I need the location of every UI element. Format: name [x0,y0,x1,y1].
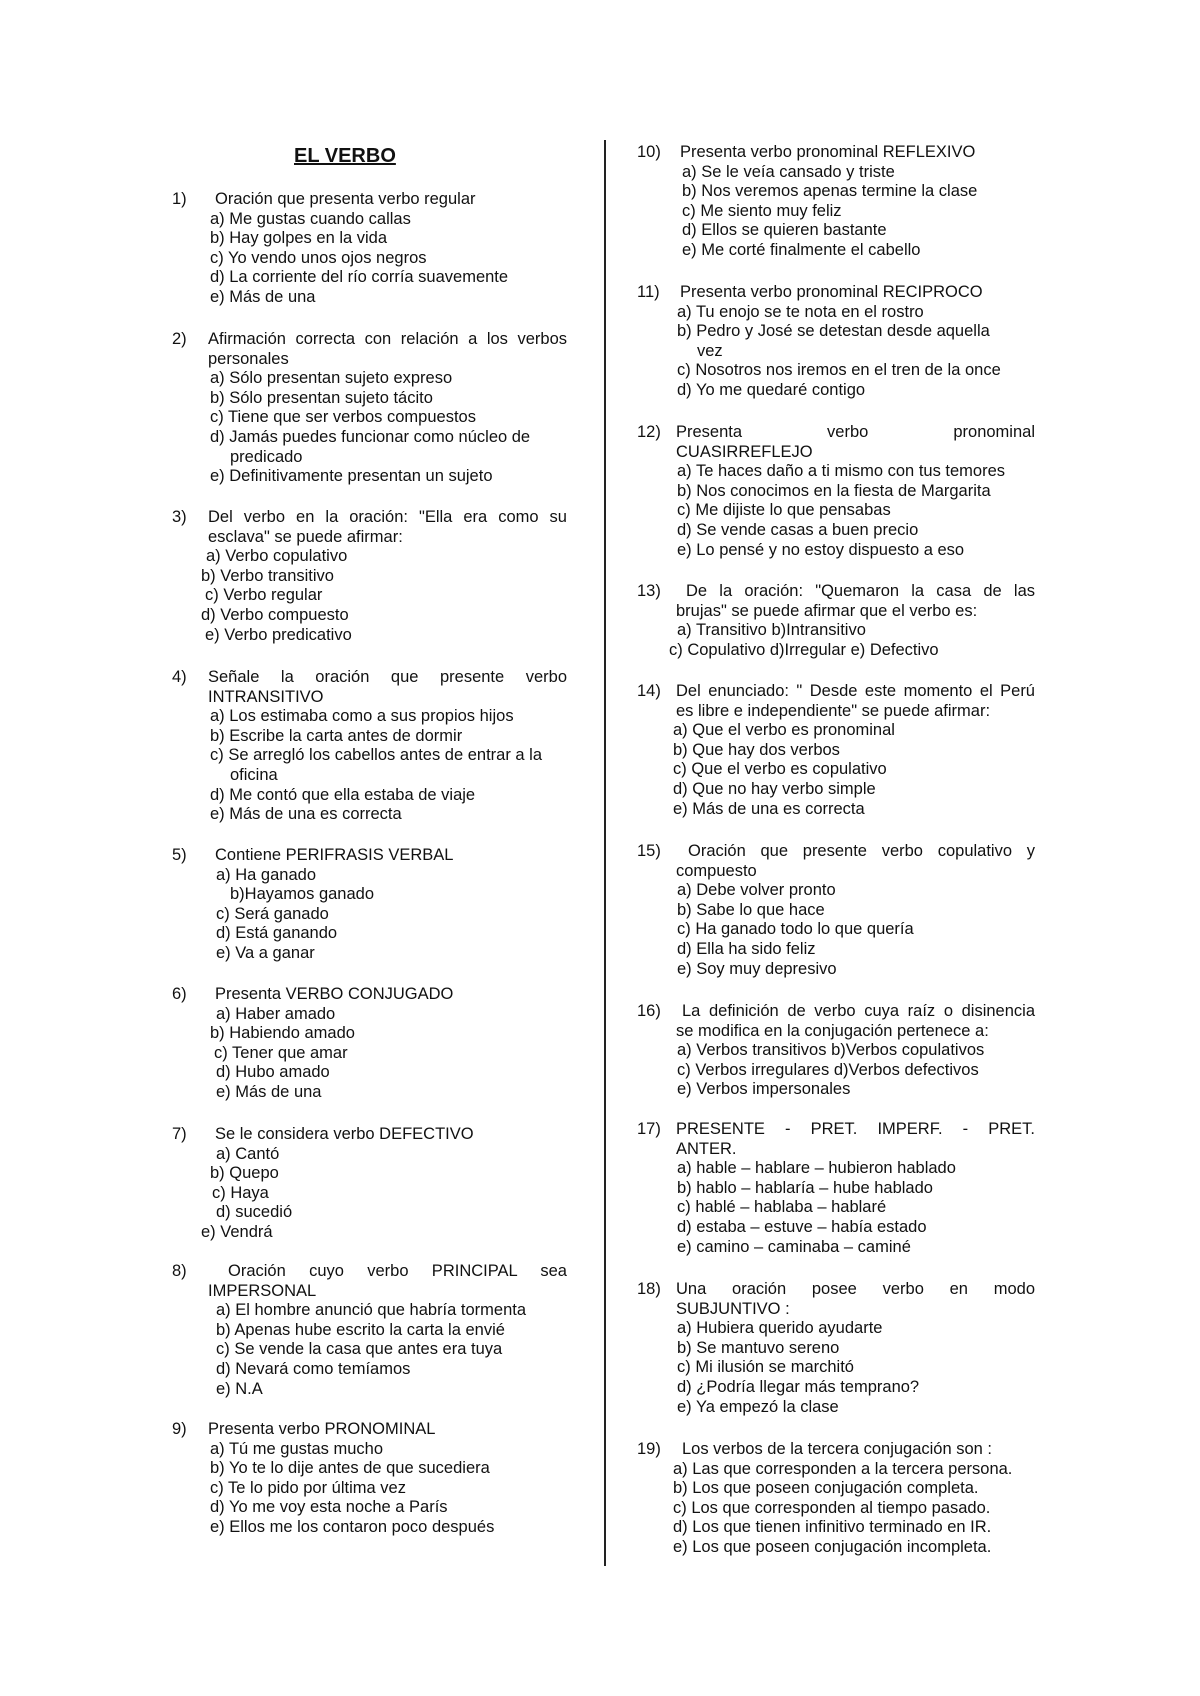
question-stem: Los verbos de la tercera conjugación son : [682,1440,993,1458]
answer-option: c) Me siento muy feliz [682,201,842,220]
question-stem: SUBJUNTIVO : [676,1299,790,1318]
answer-option: vez [697,341,723,360]
answer-option: c) Que el verbo es copulativo [673,760,887,779]
question-stem: personales [208,349,289,368]
answer-option: d) Está ganando [216,924,338,943]
answer-option: d) Se vende casas a buen precio [677,521,919,539]
answer-option: d) Los que tienen infinitivo terminado en IR. [673,1518,992,1537]
answer-option: c) Copulativo d)Irregular e) Defectivo [669,640,939,659]
question-stem: Presenta verbo pronominal REFLEXIVO [680,143,976,161]
answer-option: a) Tú me gustas mucho [210,1439,384,1458]
question-stem: La definición de verbo cuya raíz o disinencia [682,1002,1035,1020]
answer-option: b) Escribe la carta antes de dormir [210,726,463,745]
question-number: 15) [637,842,661,860]
answer-option: e) Soy muy depresivo [677,959,837,978]
question-stem: Del verbo en la oración: "Ella era como su [208,508,567,526]
question-stem: Presenta verbo pronominal RECIPROCO [680,283,983,301]
answer-option: b) hablo – hablaría – hube hablado [677,1178,933,1197]
answer-option: e) Va a ganar [216,944,315,962]
answer-option: e) Verbos impersonales [677,1080,851,1099]
answer-option: d) Yo me voy esta noche a París [210,1498,448,1517]
question-stem: Presenta verbo PRONOMINAL [208,1420,436,1438]
answer-option: a) El hombre anunció que habría tormenta [216,1301,527,1320]
question-stem: CUASIRREFLEJO [676,442,813,461]
answer-option: c) Se vende la casa que antes era tuya [216,1340,503,1359]
question-stem: ANTER. [676,1139,737,1158]
question-stem: brujas" se puede afirmar que el verbo es: [676,601,978,620]
answer-option: b) Se mantuvo sereno [677,1338,840,1357]
question-stem: es libre e independiente" se puede afirmar: [676,701,991,720]
answer-option: b) Los que poseen conjugación completa. [673,1479,979,1498]
answer-option: d) Ella ha sido feliz [677,940,816,958]
question-stem: Presenta verbo pronominal [676,423,1035,441]
answer-option: a) Sólo presentan sujeto expreso [210,369,453,388]
answer-option: a) Debe volver pronto [677,881,836,900]
answer-option: b)Hayamos ganado [230,885,375,904]
question-number: 6) [172,985,187,1003]
answer-option: d) Ellos se quieren bastante [682,221,887,240]
question-number: 10) [637,143,661,161]
answer-option: a) Tu enojo se te nota en el rostro [677,302,924,321]
answer-option: b) Pedro y José se detestan desde aquella [677,322,990,341]
question-number: 9) [172,1420,187,1438]
answer-option: d) Jamás puedes funcionar como núcleo de [210,428,531,446]
question-stem: Del enunciado: " Desde este momento el Perú [676,682,1035,700]
answer-option: a) Que el verbo es pronominal [673,721,895,740]
answer-option: c) Tiene que ser verbos compuestos [210,408,476,427]
answer-option: e) Más de una [216,1083,322,1101]
answer-option: a) Haber amado [216,1004,336,1023]
question-stem: Contiene PERIFRASIS VERBAL [215,846,454,864]
answer-option: d) Me contó que ella estaba de viaje [210,785,476,804]
question-number: 2) [172,330,187,348]
answer-option: a) Cantó [216,1144,280,1163]
question-stem: Señale la oración que presente verbo [208,668,567,686]
answer-option: d) estaba – estuve – había estado [677,1218,927,1236]
answer-option: c) Verbos irregulares d)Verbos defectivos [677,1060,979,1079]
answer-option: c) Será ganado [216,904,329,923]
answer-option: predicado [230,447,303,466]
answer-option: d) sucedió [216,1203,293,1222]
answer-option: b) Habiendo amado [210,1024,355,1043]
question-number: 4) [172,668,187,686]
answer-option: b) Nos conocimos en la fiesta de Margarita [677,481,991,500]
question-stem: Oración que presenta verbo regular [215,190,476,208]
column-divider [604,140,606,1566]
answer-option: e) Los que poseen conjugación incompleta. [673,1538,992,1556]
question-number: 3) [172,508,187,526]
answer-option: e) Más de una es correcta [673,799,865,818]
question-stem: Oración que presente verbo copulativo y [688,842,1035,860]
answer-option: a) Me gustas cuando callas [210,209,411,228]
answer-option: d) Yo me quedaré contigo [677,381,866,399]
question-stem: Se le considera verbo DEFECTIVO [215,1125,474,1143]
answer-option: c) Yo vendo unos ojos negros [210,248,427,267]
answer-option: c) Los que corresponden al tiempo pasado. [673,1498,991,1517]
answer-option: a) Transitivo b)Intransitivo [677,621,866,640]
answer-option: e) N.A [216,1379,263,1398]
question-stem: Afirmación correcta con relación a los verbos [208,330,567,348]
answer-option: a) Ha ganado [216,865,316,884]
answer-option: d) ¿Podría llegar más temprano? [677,1378,920,1396]
answer-option: c) Ha ganado todo lo que quería [677,920,914,939]
question-number: 17) [637,1120,661,1138]
question-number: 12) [637,423,661,441]
question-stem: De la oración: "Quemaron la casa de las [686,582,1035,600]
answer-option: c) Tener que amar [214,1043,348,1062]
answer-option: b) Nos veremos apenas termine la clase [682,182,978,201]
answer-option: b) Hay golpes en la vida [210,229,388,248]
answer-option: e) Vendrá [201,1223,273,1241]
answer-option: d) Verbo compuesto [201,606,349,624]
answer-option: b) Sabe lo que hace [677,900,825,919]
answer-option: b) Yo te lo dije antes de que sucediera [210,1459,490,1478]
answer-option: e) Más de una [210,288,316,306]
answer-option: a) Verbo copulativo [206,547,348,566]
answer-option: e) Más de una es correcta [210,805,402,824]
answer-option: b) Quepo [210,1164,279,1183]
answer-option: b) Apenas hube escrito la carta la envié [216,1320,505,1339]
answer-option: c) Te lo pido por última vez [210,1478,406,1497]
answer-option: e) Me corté finalmente el cabello [682,241,921,259]
question-stem: INTRANSITIVO [208,687,324,706]
question-number: 5) [172,846,187,864]
question-number: 14) [637,682,661,700]
answer-option: c) Mi ilusión se marchitó [677,1358,854,1377]
page-title: EL VERBO [294,145,396,167]
answer-option: d) La corriente del río corría suavemente [210,268,509,287]
answer-option: e) Definitivamente presentan un sujeto [210,467,493,486]
answer-option: d) Nevará como temíamos [216,1360,411,1378]
answer-option: a) Las que corresponden a la tercera persona. [673,1459,1013,1478]
answer-option: b) Sólo presentan sujeto tácito [210,388,433,407]
answer-option: c) Nosotros nos iremos en el tren de la once [677,361,1001,380]
question-number: 19) [637,1440,661,1458]
question-stem: Una oración posee verbo en modo [676,1280,1035,1298]
answer-option: a) Hubiera querido ayudarte [677,1319,883,1338]
answer-option: a) Los estimaba como a sus propios hijos [210,707,514,726]
question-number: 1) [172,190,187,208]
question-number: 7) [172,1125,187,1143]
question-number: 13) [637,582,661,600]
question-stem: IMPERSONAL [208,1281,317,1300]
question-stem: Oración cuyo verbo PRINCIPAL sea [228,1262,567,1280]
question-number: 16) [637,1002,661,1020]
question-stem: compuesto [676,861,757,880]
answer-option: c) Verbo regular [205,586,323,605]
answer-option: c) hablé – hablaba – hablaré [677,1198,887,1217]
answer-option: e) Ellos me los contaron poco después [210,1518,495,1536]
answer-option: a) Verbos transitivos b)Verbos copulativos [677,1041,985,1060]
answer-option: b) Verbo transitivo [201,566,334,585]
question-number: 8) [172,1262,187,1280]
answer-option: c) Se arregló los cabellos antes de entrar a la [210,746,543,765]
question-stem: se modifica en la conjugación pertenece a: [676,1021,989,1040]
answer-option: a) hable – hablare – hubieron hablado [677,1159,956,1178]
question-number: 11) [637,283,660,301]
answer-option: d) Hubo amado [216,1063,330,1082]
question-stem: PRESENTE - PRET. IMPERF. - PRET. [676,1120,1035,1138]
answer-option: e) Lo pensé y no estoy dispuesto a eso [677,540,965,559]
answer-option: a) Se le veía cansado y triste [682,162,895,181]
answer-option: c) Haya [212,1183,269,1202]
answer-option: e) Ya empezó la clase [677,1397,839,1416]
answer-option: e) camino – caminaba – caminé [677,1237,911,1256]
answer-option: c) Me dijiste lo que pensabas [677,501,891,520]
answer-option: e) Verbo predicativo [205,625,352,644]
question-number: 18) [637,1280,661,1298]
question-stem: esclava" se puede afirmar: [208,527,403,546]
answer-option: oficina [230,766,278,784]
answer-option: b) Que hay dos verbos [673,740,840,759]
question-stem: Presenta VERBO CONJUGADO [215,985,454,1003]
answer-option: d) Que no hay verbo simple [673,780,876,798]
answer-option: a) Te haces daño a ti mismo con tus temores [677,462,1006,481]
